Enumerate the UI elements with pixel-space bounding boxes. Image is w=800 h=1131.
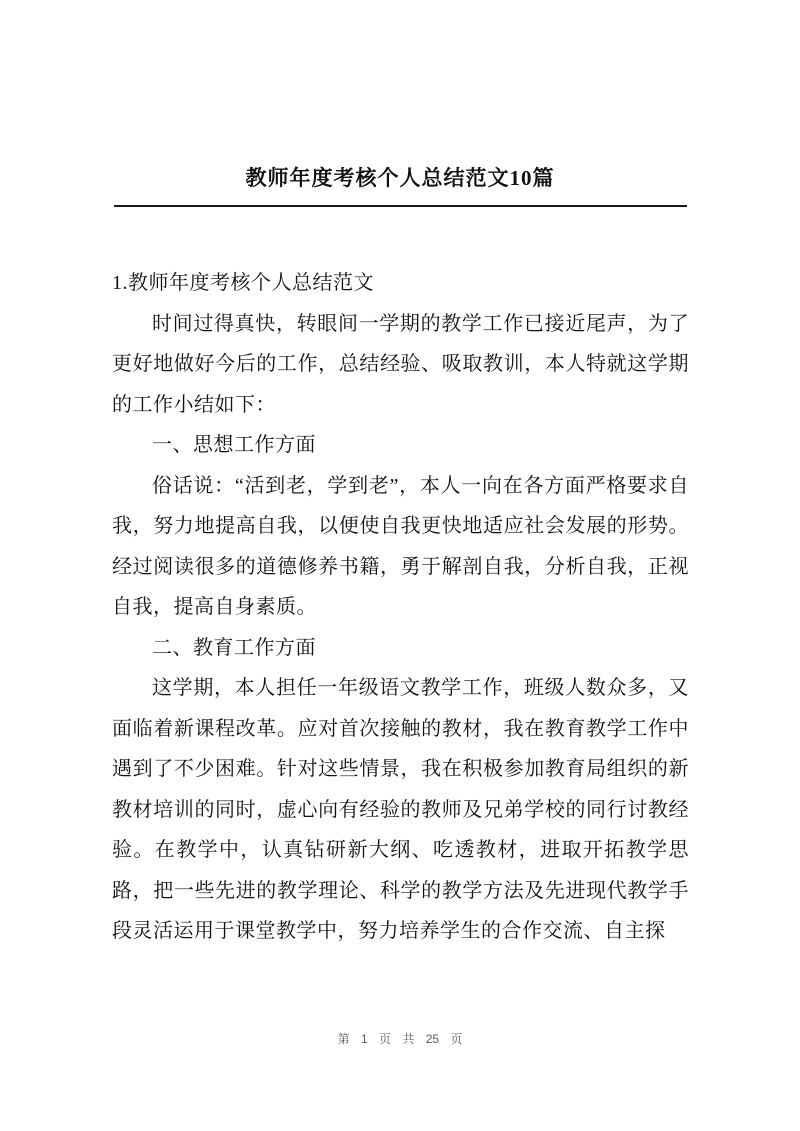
page-footer xyxy=(0,1030,800,1047)
paragraph: 时间过得真快，转眼间一学期的教学工作已接近尾声，为了更好地做好今后的工作，总结经验、吸取教训，本人特就这学期的工作小结如下： xyxy=(112,312,689,416)
section-heading: 二、教育工作方面 xyxy=(152,636,316,659)
section-heading: 一、思想工作方面 xyxy=(152,434,316,456)
footer-page-number: 1 xyxy=(360,1032,368,1046)
title-divider xyxy=(114,205,687,207)
footer-label-di: 第 xyxy=(337,1032,350,1046)
footer-label-ye-2: 页 xyxy=(450,1032,463,1046)
list-item-heading: 1.教师年度考核个人总结范文 xyxy=(112,272,374,294)
paragraph: 俗话说：“活到老，学到老”，本人一向在各方面严格要求自我，努力地提高自我，以便使自我更快地适应社会发展的形势。经过阅读很多的道德修养书籍，勇于解剖自我，分析自我，正视自我，提高自身素质。 xyxy=(112,474,689,618)
footer-total-pages: 25 xyxy=(425,1032,440,1046)
document-body xyxy=(112,263,689,952)
footer-label-gong: 共 xyxy=(402,1032,415,1046)
document-title: 教师年度考核个人总结范文10篇 xyxy=(245,166,555,190)
paragraph: 这学期，本人担任一年级语文教学工作，班级人数众多，又面临着新课程改革。应对首次接触的教材，我在教育教学工作中遇到了不少困难。针对这些情景，我在积极参加教育局组织的新教材培训的同时，虚心向有经验的教师及兄弟学校的同行讨教经验。在教学中，认真钻研新大纲、吃透教材，进取开拓教学思路，把一些先进的教学理论、科学的教学方法及先进现代教学手段灵活运用于课堂教学中，努力培养学生的合作交流、自主探 xyxy=(112,677,689,942)
footer-label-ye: 页 xyxy=(378,1032,391,1046)
